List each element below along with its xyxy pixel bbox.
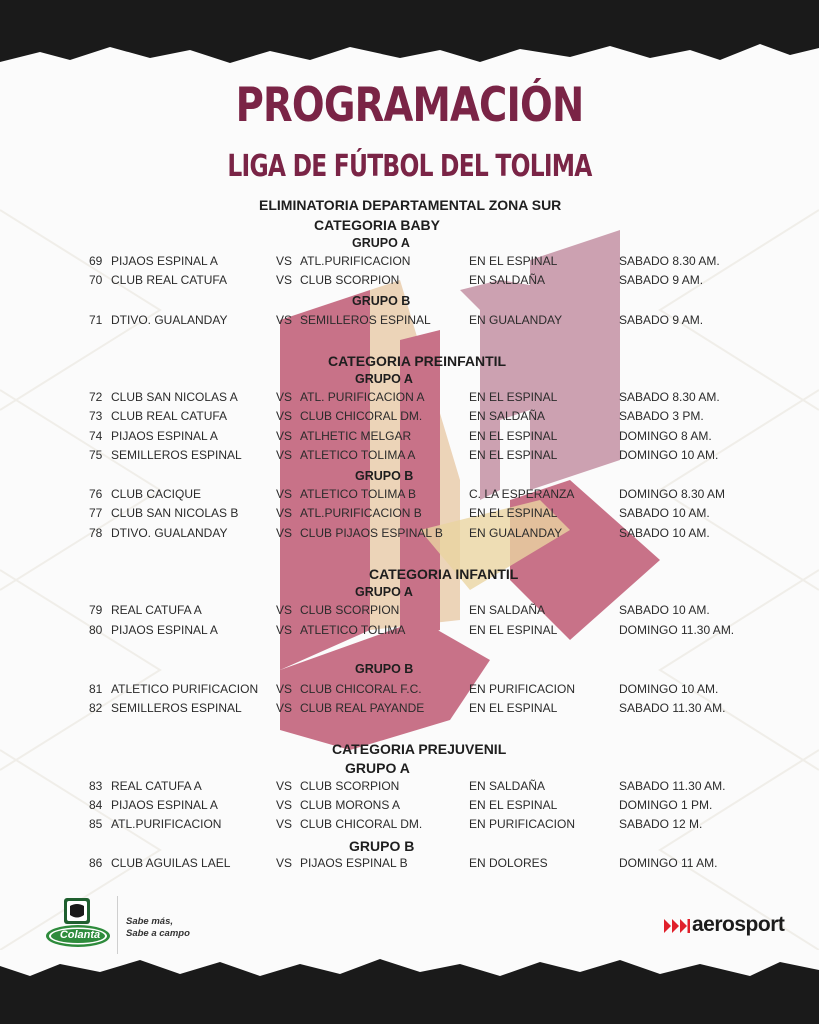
match-time: SABADO 11.30 AM. (619, 701, 726, 715)
match-place: EN EL ESPINAL (469, 506, 558, 520)
match-num: 83 (89, 779, 103, 793)
match-row (0, 254, 819, 270)
match-place: EN SALDAÑA (469, 603, 546, 617)
match-vs: VS (276, 390, 293, 404)
match-row (0, 448, 819, 464)
match-home: PIJAOS ESPINAL A (111, 623, 218, 637)
match-place: EN DOLORES (469, 856, 548, 870)
match-home: CLUB SAN NICOLAS B (111, 506, 239, 520)
match-time: DOMINGO 1 PM. (619, 798, 713, 812)
match-place: EN SALDAÑA (469, 273, 546, 287)
match-place: EN EL ESPINAL (469, 623, 558, 637)
match-home: SEMILLEROS ESPINAL (111, 701, 242, 715)
match-place: EN EL ESPINAL (469, 429, 558, 443)
match-num: 72 (89, 390, 103, 404)
match-away: CLUB SCORPION (300, 603, 400, 617)
match-num: 80 (89, 623, 103, 637)
match-time: DOMINGO 10 AM. (619, 448, 719, 462)
match-time: DOMINGO 8 AM. (619, 429, 712, 443)
match-vs: VS (276, 682, 293, 696)
category-heading: CATEGORIA INFANTIL (369, 566, 519, 582)
match-time: SABADO 9 AM. (619, 313, 704, 327)
match-time: SABADO 11.30 AM. (619, 779, 726, 793)
match-away: ATLETICO TOLIMA (300, 623, 406, 637)
match-row (0, 701, 819, 717)
torn-paper-bottom (0, 950, 819, 1024)
match-row (0, 623, 819, 639)
match-time: SABADO 10 AM. (619, 506, 710, 520)
match-away: CLUB SCORPION (300, 779, 400, 793)
colanta-logo-text: Colanta (59, 929, 101, 941)
match-place: EN EL ESPINAL (469, 798, 558, 812)
match-row (0, 603, 819, 619)
page-subtitle: LIGA DE FÚTBOL DEL TOLIMA (227, 149, 592, 184)
match-time: SABADO 10 AM. (619, 526, 710, 540)
match-vs: VS (276, 487, 293, 501)
group-heading: GRUPO B (355, 662, 414, 676)
match-away: ATLETICO TOLIMA A (300, 448, 416, 462)
match-num: 81 (89, 682, 103, 696)
category-heading: CATEGORIA BABY (314, 217, 440, 233)
match-home: REAL CATUFA A (111, 779, 202, 793)
match-num: 71 (89, 313, 103, 327)
match-row (0, 817, 819, 833)
match-time: SABADO 9 AM. (619, 273, 704, 287)
match-vs: VS (276, 506, 293, 520)
match-vs: VS (276, 779, 293, 793)
match-away: CLUB SCORPION (300, 273, 400, 287)
match-vs: VS (276, 273, 293, 287)
match-time: DOMINGO 11.30 AM. (619, 623, 735, 637)
match-away: ATLHETIC MELGAR (300, 429, 412, 443)
match-home: DTIVO. GUALANDAY (111, 313, 228, 327)
match-num: 82 (89, 701, 103, 715)
match-row (0, 487, 819, 503)
page-title: PROGRAMACIÓN (235, 78, 584, 133)
match-row (0, 798, 819, 814)
triple-arrow-icon (664, 919, 690, 933)
match-place: EN GUALANDAY (469, 313, 563, 327)
match-time: SABADO 3 PM. (619, 409, 704, 423)
match-away: CLUB REAL PAYANDE (300, 701, 425, 715)
match-vs: VS (276, 701, 293, 715)
match-home: SEMILLEROS ESPINAL (111, 448, 242, 462)
match-num: 69 (89, 254, 103, 268)
match-vs: VS (276, 623, 293, 637)
match-row (0, 682, 819, 698)
cow-badge-icon (44, 898, 112, 950)
match-home: REAL CATUFA A (111, 603, 202, 617)
match-place: EN PURIFICACION (469, 817, 576, 831)
match-away: ATL.PURIFICACION B (300, 506, 422, 520)
match-place: EN EL ESPINAL (469, 254, 558, 268)
match-place: EN PURIFICACION (469, 682, 576, 696)
match-home: CLUB SAN NICOLAS A (111, 390, 238, 404)
match-home: DTIVO. GUALANDAY (111, 526, 228, 540)
tournament-heading: ELIMINATORIA DEPARTAMENTAL ZONA SUR (259, 197, 562, 213)
match-home: CLUB CACIQUE (111, 487, 202, 501)
torn-paper-top (0, 0, 819, 80)
match-row (0, 856, 819, 872)
match-row (0, 779, 819, 795)
match-time: SABADO 10 AM. (619, 603, 710, 617)
match-row (0, 526, 819, 542)
match-num: 70 (89, 273, 103, 287)
match-away: CLUB CHICORAL DM. (300, 817, 423, 831)
match-vs: VS (276, 409, 293, 423)
match-away: PIJAOS ESPINAL B (300, 856, 408, 870)
match-row (0, 390, 819, 406)
match-vs: VS (276, 448, 293, 462)
match-num: 73 (89, 409, 103, 423)
slogan-line-2: Sabe a campo (126, 928, 190, 939)
match-place: EN EL ESPINAL (469, 701, 558, 715)
match-num: 79 (89, 603, 103, 617)
match-vs: VS (276, 798, 293, 812)
match-place: EN SALDAÑA (469, 409, 546, 423)
category-heading: CATEGORIA PREJUVENIL (332, 741, 507, 757)
match-home: CLUB REAL CATUFA (111, 273, 228, 287)
match-home: CLUB AGUILAS LAEL (111, 856, 231, 870)
match-away: CLUB PIJAOS ESPINAL B (300, 526, 443, 540)
match-num: 74 (89, 429, 103, 443)
match-away: ATL.PURIFICACION (300, 254, 411, 268)
aerosport-text: aerosport (692, 913, 785, 936)
match-vs: VS (276, 429, 293, 443)
group-heading: GRUPO A (345, 760, 410, 776)
match-num: 77 (89, 506, 103, 520)
match-vs: VS (276, 603, 293, 617)
match-vs: VS (276, 526, 293, 540)
match-time: SABADO 12 M. (619, 817, 703, 831)
match-num: 84 (89, 798, 103, 812)
match-place: EN SALDAÑA (469, 779, 546, 793)
sponsor-slogan (126, 916, 190, 940)
match-home: ATL.PURIFICACION (111, 817, 222, 831)
group-heading: GRUPO B (349, 838, 415, 854)
match-row (0, 409, 819, 425)
match-away: ATL. PURIFICACION A (300, 390, 425, 404)
match-home: PIJAOS ESPINAL A (111, 429, 218, 443)
match-time: SABADO 8.30 AM. (619, 254, 720, 268)
slogan-line-1: Sabe más, (126, 916, 173, 927)
match-num: 76 (89, 487, 103, 501)
group-heading: GRUPO A (352, 236, 410, 250)
match-away: CLUB CHICORAL F.C. (300, 682, 422, 696)
match-home: CLUB REAL CATUFA (111, 409, 228, 423)
match-row (0, 506, 819, 522)
match-place: EN GUALANDAY (469, 526, 563, 540)
match-place: C. LA ESPERANZA (469, 487, 575, 501)
match-time: DOMINGO 8.30 AM (619, 487, 726, 501)
match-home: PIJAOS ESPINAL A (111, 798, 218, 812)
match-away: CLUB MORONS A (300, 798, 401, 812)
match-place: EN EL ESPINAL (469, 448, 558, 462)
category-heading: CATEGORIA PREINFANTIL (328, 353, 507, 369)
match-vs: VS (276, 817, 293, 831)
group-heading: GRUPO A (355, 372, 413, 386)
match-time: SABADO 8.30 AM. (619, 390, 720, 404)
match-time: DOMINGO 10 AM. (619, 682, 719, 696)
match-away: CLUB CHICORAL DM. (300, 409, 423, 423)
match-home: PIJAOS ESPINAL A (111, 254, 218, 268)
match-vs: VS (276, 254, 293, 268)
match-vs: VS (276, 313, 293, 327)
sponsor-divider (117, 896, 118, 954)
match-row (0, 429, 819, 445)
match-num: 86 (89, 856, 103, 870)
match-place: EN EL ESPINAL (469, 390, 558, 404)
match-row (0, 313, 819, 329)
match-row (0, 273, 819, 289)
group-heading: GRUPO A (355, 585, 413, 599)
match-away: ATLETICO TOLIMA B (300, 487, 417, 501)
match-vs: VS (276, 856, 293, 870)
match-time: DOMINGO 11 AM. (619, 856, 718, 870)
match-num: 75 (89, 448, 103, 462)
group-heading: GRUPO B (352, 294, 411, 308)
match-home: ATLETICO PURIFICACION (111, 682, 259, 696)
match-num: 85 (89, 817, 103, 831)
match-away: SEMILLEROS ESPINAL (300, 313, 431, 327)
group-heading: GRUPO B (355, 469, 414, 483)
match-num: 78 (89, 526, 103, 540)
